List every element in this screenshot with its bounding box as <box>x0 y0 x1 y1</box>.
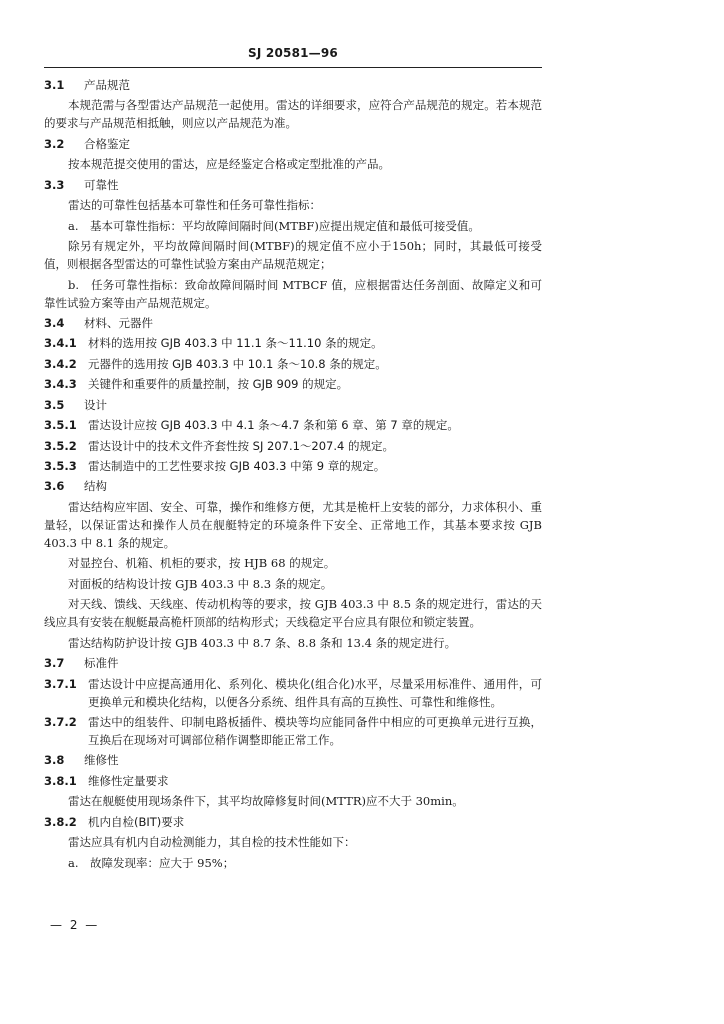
section-title: 维修性 <box>84 753 119 768</box>
body-paragraph: 雷达应具有机内自动检测能力，其自检的技术性能如下： <box>68 835 356 850</box>
section-heading <box>44 314 542 332</box>
section-heading <box>44 375 542 393</box>
section-title: 雷达设计中应提高通用化、系列化、模块化(组合化)水平，尽量采用标准件、通用件，可更换单元和模块化结构，以便各分系统、组件具有高的互换性、可靠性和维修性。 <box>88 676 542 709</box>
section-title: 材料、元器件 <box>84 315 153 330</box>
section-number: 3.5.1 <box>44 418 77 433</box>
section-title: 雷达中的组装件、印制电路板插件、模块等均应能同备件中相应的可更换单元进行互换，互换后在现场对可调部位稍作调整即能正常工作。 <box>88 714 542 747</box>
section-number: 3.3 <box>44 177 65 192</box>
section-number: 3.8.2 <box>44 814 77 829</box>
section-heading <box>44 772 542 790</box>
section-heading <box>44 477 542 495</box>
section-number: 3.8 <box>44 753 65 768</box>
section-heading <box>44 457 542 475</box>
body-paragraph: a. 故障发现率：应大于 95%； <box>68 855 235 870</box>
body-paragraph: 对显控台、机箱、机柜的要求，按 HJB 68 的规定。 <box>68 556 336 571</box>
section-heading <box>44 813 542 831</box>
body-paragraph: 雷达在舰艇使用现场条件下，其平均故障修复时间(MTTR)应不大于 30min。 <box>68 794 464 809</box>
section-title: 标准件 <box>84 656 119 671</box>
body-paragraph: 对面板的结构设计按 GJB 403.3 中 8.3 条的规定。 <box>68 576 333 591</box>
body-paragraph: b. 任务可靠性指标：致命故障间隔时间 MTBCF 值，应根据雷达任务剖面、故障定义和可靠性试验方案等由产品规范规定。 <box>44 277 542 310</box>
section-title: 材料的选用按 GJB 403.3 中 11.1 条～11.10 条的规定。 <box>88 336 383 351</box>
body-paragraph: 雷达结构防护设计按 GJB 403.3 中 8.7 条、8.8 条和 13.4 条的规定进行。 <box>68 635 457 650</box>
section-title: 结构 <box>84 479 107 494</box>
section-title: 产品规范 <box>84 78 130 92</box>
section-title: 可靠性 <box>84 177 119 192</box>
section-heading <box>44 437 542 455</box>
section-heading <box>44 334 542 352</box>
document-body <box>44 76 542 874</box>
section-number: 3.5.3 <box>44 459 77 473</box>
section-number: 3.4.3 <box>44 377 77 392</box>
section-number: 3.4.2 <box>44 356 77 371</box>
section-heading <box>44 396 542 414</box>
section-heading <box>44 416 542 434</box>
section-number: 3.5 <box>44 397 65 412</box>
section-heading <box>44 135 542 153</box>
section-number: 3.6 <box>44 479 65 494</box>
section-heading <box>44 76 542 94</box>
body-paragraph: 对天线、馈线、天线座、传动机构等的要求，按 GJB 403.3 中 8.5 条的规定进行，雷达的天线应具有安装在舰艇最高桅杆顶部的结构形式；天线稳定平台应具有限位和锁定装置。 <box>44 597 542 630</box>
section-number: 3.7 <box>44 656 65 671</box>
section-title: 机内自检(BIT)要求 <box>88 814 185 829</box>
body-paragraph: 除另有规定外，平均故障间隔时间(MTBF)的规定值不应小于150h；同时，其最低可接受值，则根据各型雷达的可靠性试验方案由产品规范规定； <box>44 239 542 272</box>
section-heading <box>44 675 542 711</box>
section-number: 3.7.2 <box>44 714 77 729</box>
section-title: 设计 <box>84 397 107 412</box>
section-number: 3.1 <box>44 78 65 92</box>
section-title: 雷达制造中的工艺性要求按 GJB 403.3 中第 9 章的规定。 <box>88 459 386 473</box>
section-number: 3.4 <box>44 315 65 330</box>
section-title: 雷达设计中的技术文件齐套性按 SJ 207.1～207.4 的规定。 <box>88 438 394 453</box>
section-title: 关键件和重要件的质量控制，按 GJB 909 的规定。 <box>88 377 349 392</box>
body-paragraph: 雷达的可靠性包括基本可靠性和任务可靠性指标： <box>68 198 321 213</box>
body-paragraph: 雷达结构应牢固、安全、可靠，操作和维修方便，尤其是桅杆上安装的部分，力求体积小、重量轻，以保证雷达和操作人员在舰艇特定的环境条件下安全、正常地工作，其基本要求按 GJB 403.3 中 8.1 条的规定。 <box>44 499 542 550</box>
section-title: 元器件的选用按 GJB 403.3 中 10.1 条～10.8 条的规定。 <box>88 356 387 371</box>
header-rule <box>44 67 542 68</box>
section-title: 维修性定量要求 <box>88 773 169 788</box>
section-heading <box>44 713 542 749</box>
section-heading <box>44 176 542 194</box>
body-paragraph: 按本规范提交使用的雷达，应是经鉴定合格或定型批准的产品。 <box>68 157 390 172</box>
section-number: 3.2 <box>44 136 65 151</box>
section-heading <box>44 654 542 672</box>
section-number: 3.7.1 <box>44 676 77 691</box>
section-heading <box>44 751 542 769</box>
section-number: 3.5.2 <box>44 438 77 453</box>
section-number: 3.4.1 <box>44 336 77 351</box>
body-paragraph: 本规范需与各型雷达产品规范一起使用。雷达的详细要求，应符合产品规范的规定。若本规范的要求与产品规范相抵触，则应以产品规范为准。 <box>44 98 542 131</box>
document-code: SJ 20581—96 <box>248 46 338 60</box>
section-heading <box>44 355 542 373</box>
body-paragraph: a. 基本可靠性指标：平均故障间隔时间(MTBF)应提出规定值和最低可接受值。 <box>68 218 480 233</box>
section-number: 3.8.1 <box>44 773 77 788</box>
page-number: — 2 — <box>50 918 100 932</box>
section-title: 合格鉴定 <box>84 136 130 151</box>
section-title: 雷达设计应按 GJB 403.3 中 4.1 条～4.7 条和第 6 章、第 7 章的规定。 <box>88 418 459 433</box>
